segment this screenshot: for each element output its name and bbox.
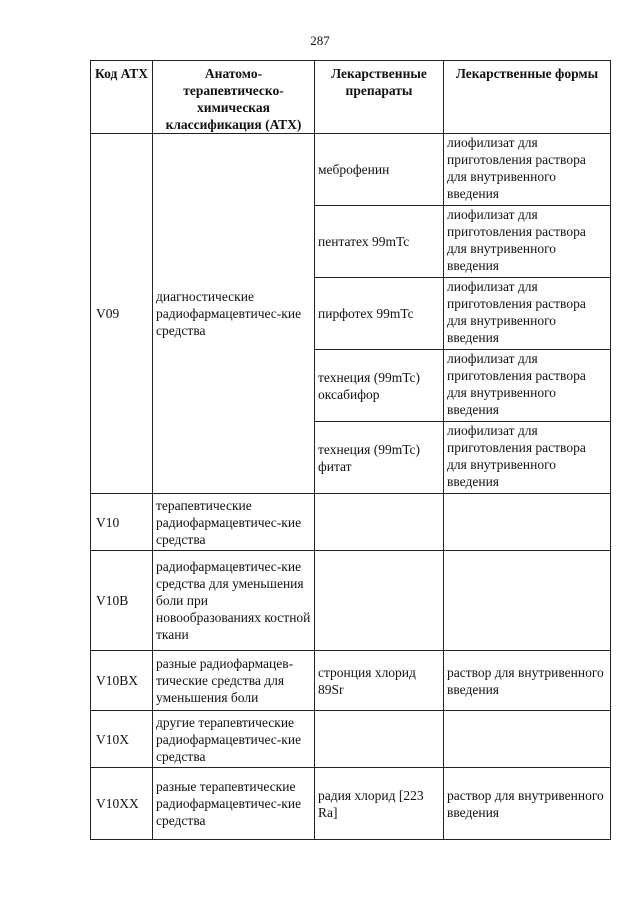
atc-code-cell: V10XX [91,768,153,840]
drug-cell: пентатех 99mTc [315,206,444,278]
atc-name-cell: другие терапевтические радиофармацевтичес-кие средства [153,711,315,768]
atc-code-cell: V10 [91,494,153,551]
form-cell: раствор для внутривенного введения [444,768,611,840]
table-row [91,134,611,206]
atc-code-cell: V09 [91,134,153,494]
form-cell: лиофилизат для приготовления раствора для внутривенного введения [444,422,611,494]
form-cell: лиофилизат для приготовления раствора для внутривенного введения [444,206,611,278]
drug-cell: пирфотех 99mTc [315,278,444,350]
table-row [91,768,611,840]
atc-name-cell: радиофармацевтичес-кие средства для уменьшения боли при новообразованиях костной ткани [153,551,315,651]
atc-name-cell: диагностические радиофармацевтичес-кие средства [153,134,315,494]
form-cell: лиофилизат для приготовления раствора для внутривенного введения [444,278,611,350]
form-cell [444,711,611,768]
header-row [91,61,611,134]
header-atc: Анатомо-терапевтическо-химическая классификация (АТХ) [153,61,315,134]
header-forms: Лекарственные формы [444,61,611,134]
atc-code-cell: V10BX [91,651,153,711]
table-row [91,551,611,651]
atc-name-cell: разные радиофармацев-тические средства для уменьшения боли [153,651,315,711]
table-row [91,494,611,551]
drug-cell: технеция (99mTc) фитат [315,422,444,494]
form-cell [444,551,611,651]
page-number: 287 [310,33,330,48]
drug-cell [315,711,444,768]
atc-code-cell: V10X [91,711,153,768]
form-cell: лиофилизат для приготовления раствора для внутривенного введения [444,134,611,206]
atc-name-cell: разные терапевтические радиофармацевтичес-кие средства [153,768,315,840]
form-cell: раствор для внутривенного введения [444,651,611,711]
header-drugs: Лекарственные препараты [315,61,444,134]
header-code: Код АТХ [91,61,153,134]
atc-code-cell: V10B [91,551,153,651]
form-cell: лиофилизат для приготовления раствора для внутривенного введения [444,350,611,422]
drug-cell: меброфенин [315,134,444,206]
drug-cell: радия хлорид [223 Ra] [315,768,444,840]
drug-cell: стронция хлорид 89Sr [315,651,444,711]
table-row [91,711,611,768]
form-cell [444,494,611,551]
table-row [91,651,611,711]
atc-table [90,60,611,840]
drug-cell: технеция (99mTc) оксабифор [315,350,444,422]
drug-cell [315,551,444,651]
drug-cell [315,494,444,551]
atc-name-cell: терапевтические радиофармацевтичес-кие средства [153,494,315,551]
